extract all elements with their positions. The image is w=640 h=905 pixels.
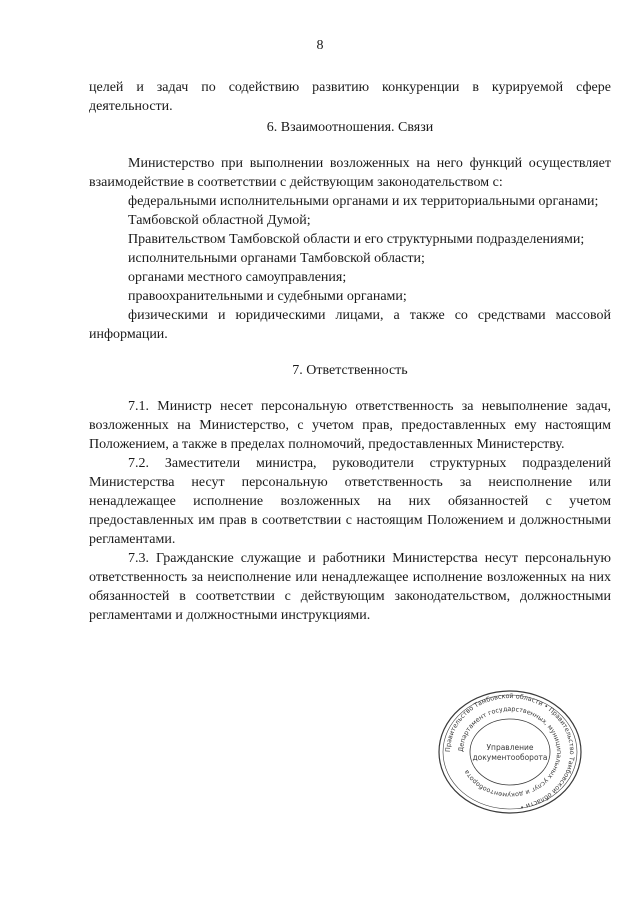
section-7-paragraph-3: 7.3. Гражданские служащие и работники Министерства несут персональную ответственность за неисполнение или ненадлежащее исполнение возложенных на них обязанностей в соответствии с действующим законодательством, должностными регламентами и должностными инструкциями. xyxy=(89,551,611,623)
stamp-inner-text: Департамент государственных, муниципальных услуг и документооборота xyxy=(456,704,564,800)
section-6-item: федеральными исполнительными органами и их территориальными органами; xyxy=(128,194,599,209)
section-6-item: органами местного самоуправления; xyxy=(128,270,347,285)
page-number: 8 xyxy=(316,38,324,53)
section-7-paragraph-2: 7.2. Заместители министра, руководители структурных подразделений Министерства несут персональную ответственность за неисполнение или ненадлежащее исполнение возложенных на них обязанностей с учетом предоставленных им прав в соответствии с настоящим Положением и должностными регламентами. xyxy=(89,456,611,547)
stamp-outer-text: Правительство Тамбовской области • Правительство Тамбовской области • xyxy=(443,691,577,812)
intro-tail: целей и задач по содействию развитию конкуренции в курируемой сфере деятельности. xyxy=(89,80,611,114)
section-7-paragraph-1: 7.1. Министр несет персональную ответственность за невыполнение задач, возложенных на Министерство, с учетом прав, предоставленных ему настоящим Положением, а также в пределах полномочий, предоставленных Министерству. xyxy=(89,399,611,452)
stamp-seal-icon xyxy=(436,688,584,816)
document-body xyxy=(89,78,611,625)
section-7-heading: 7. Ответственность xyxy=(292,363,408,378)
stamp-center-line-2: документооборота xyxy=(472,753,548,762)
section-6-item: физическими и юридическими лицами, а также со средствами массовой информации. xyxy=(89,308,611,342)
section-6-item: исполнительными органами Тамбовской области; xyxy=(128,251,425,266)
section-6-heading: 6. Взаимоотношения. Связи xyxy=(266,120,434,135)
official-stamp xyxy=(436,688,584,816)
section-6-item: правоохранительными и судебными органами; xyxy=(128,289,407,304)
section-6-item: Правительством Тамбовской области и его структурными подразделениями; xyxy=(128,232,585,247)
section-6-item: Тамбовской областной Думой; xyxy=(128,213,311,228)
section-6-intro: Министерство при выполнении возложенных на него функций осуществляет взаимодействие в соответствии с действующим законодательством с: xyxy=(89,156,611,190)
stamp-center-line-1: Управление xyxy=(486,743,534,752)
